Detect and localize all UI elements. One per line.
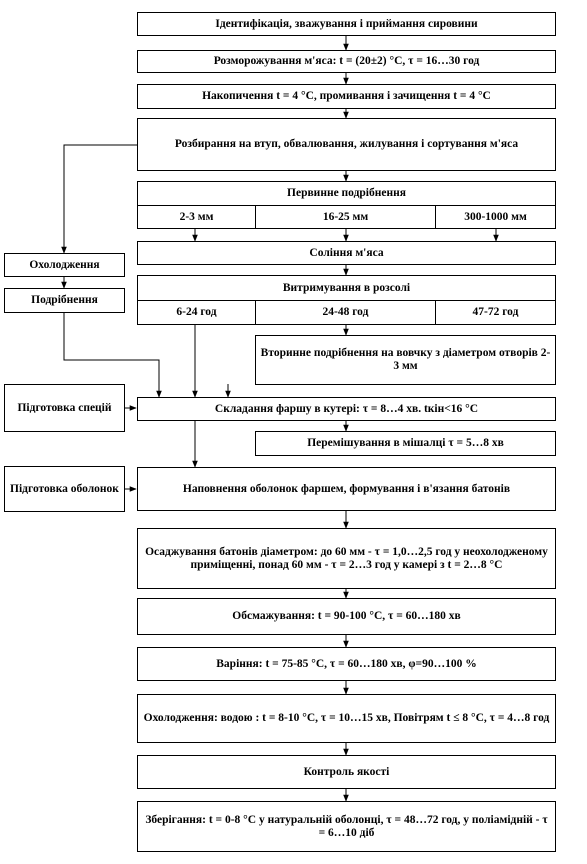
step-mincing xyxy=(137,397,556,421)
side-chilling xyxy=(4,253,125,277)
side-grinding xyxy=(4,288,125,313)
aging-option-3 xyxy=(435,300,556,325)
step-primary-grinding xyxy=(137,181,556,206)
step-cutting xyxy=(137,118,556,171)
step-quality-control-label: Контроль якості xyxy=(303,765,390,778)
aging-option-2 xyxy=(255,300,436,325)
aging-option-2-label: 24-48 год xyxy=(322,306,369,318)
step-storage xyxy=(137,84,556,109)
side-spice-prep-label: Підготовка спецій xyxy=(17,401,112,414)
step-aging-label: Витримування в розсолі xyxy=(282,281,411,294)
primary-grinding-option-3 xyxy=(435,205,556,229)
step-roasting-label: Обсмажування: t = 90-100 °С, τ = 60…180 хв xyxy=(232,610,461,622)
step-quality-control xyxy=(137,755,556,789)
step-mincing-label: Складання фаршу в кутері: τ = 8…4 хв. tкін<16 °С xyxy=(214,402,479,415)
aging-option-3-label: 47-72 год xyxy=(472,306,519,318)
step-receiving xyxy=(137,12,556,36)
side-chilling-label: Охолодження xyxy=(29,258,100,271)
step-cooling xyxy=(137,694,556,743)
step-primary-grinding-label: Первинне подрібнення xyxy=(287,187,406,199)
step-aging xyxy=(137,275,556,301)
primary-grinding-option-1-label: 2-3 мм xyxy=(179,210,214,223)
step-cooking xyxy=(137,647,556,681)
step-storage-label: Накопичення t = 4 °С, промивання і зачищення t = 4 °С xyxy=(202,90,491,102)
step-cooling-label: Охолодження: водою : t = 8-10 °С, τ = 10…15 хв, Повітрям t ≤ 8 °С, τ = 4…8 год xyxy=(143,712,550,724)
step-roasting xyxy=(137,598,556,635)
step-secondary-grinding-label: Вторинне подрібнення на вовчку з діаметром отворів 2-3 мм xyxy=(260,347,551,372)
primary-grinding-option-1 xyxy=(137,205,256,229)
step-mixing xyxy=(255,431,556,456)
side-casing-prep xyxy=(4,466,125,512)
step-receiving-label: Ідентифікація, зважування і приймання сировини xyxy=(215,17,478,30)
primary-grinding-option-2-label: 16-25 мм xyxy=(322,210,369,223)
step-salting xyxy=(137,241,556,265)
arrow-cutting-chilling xyxy=(64,145,137,253)
step-settling-label: Осаджування батонів діаметром: до 60 мм - τ = 1,0…2,5 год у неохолодженому приміщенні, понад 60 мм - τ = 2…3 год у камері з t = 2…8 °С xyxy=(145,545,548,571)
primary-grinding-option-2 xyxy=(255,205,436,229)
step-cutting-label: Розбирання на втуп, обвалювання, жилування і сортування м'яса xyxy=(174,138,519,150)
step-stuffing xyxy=(137,467,556,511)
step-mixing-label: Перемішування в мішалці τ = 5…8 хв xyxy=(307,437,504,449)
primary-grinding-option-3-label: 300-1000 мм xyxy=(464,210,527,223)
step-defrosting-label: Розморожування м'яса: t = (20±2) °С, τ = 16…30 год xyxy=(213,55,480,67)
step-secondary-grinding xyxy=(255,335,556,385)
step-cooking-label: Варіння: t = 75-85 °С, τ = 60…180 хв, φ=90…100 % xyxy=(216,657,477,670)
step-salting-label: Соління м'яса xyxy=(309,246,384,259)
step-defrosting xyxy=(137,50,556,73)
side-grinding-label: Подрібнення xyxy=(31,294,98,306)
aging-option-1 xyxy=(137,300,256,325)
side-spice-prep xyxy=(4,384,125,432)
step-settling xyxy=(137,528,556,589)
aging-option-1-label: 6-24 год xyxy=(176,306,217,318)
step-storing-label: Зберігання: t = 0-8 °С у натуральній оболонці, τ = 48…72 год, у поліамідній - τ = 6…10 діб xyxy=(145,813,548,839)
step-storing xyxy=(137,801,556,852)
step-stuffing-label: Наповнення оболонок фаршем, формування і в'язання батонів xyxy=(182,482,511,495)
side-casing-prep-label: Підготовка оболонок xyxy=(10,482,119,495)
